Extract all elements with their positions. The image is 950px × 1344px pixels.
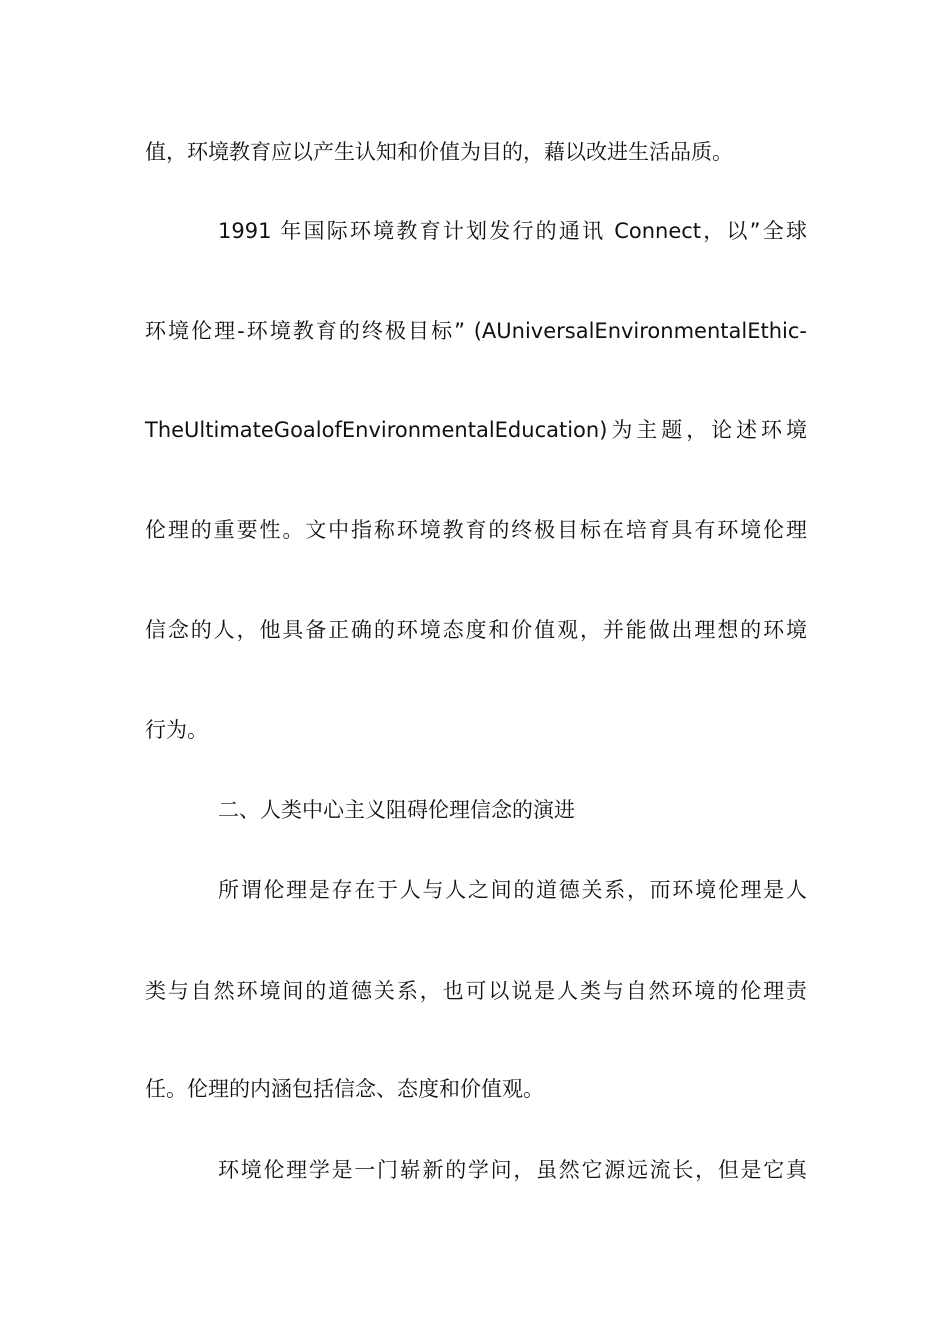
paragraph-line: 1991 年国际环境教育计划发行的通讯 Connect，以”全球 — [218, 219, 807, 243]
paragraph-line: 环境伦理学是一门崭新的学问，虽然它源远流长，但是它真 — [218, 1158, 807, 1182]
section-heading: 二、人类中心主义阻碍伦理信念的演进 — [218, 798, 575, 822]
paragraph-line: 行为。 — [145, 718, 208, 742]
paragraph-line: 类与自然环境间的道德关系，也可以说是人类与自然环境的伦理责 — [145, 979, 807, 1003]
paragraph-line: 所谓伦理是存在于人与人之间的道德关系，而环境伦理是人 — [218, 878, 807, 902]
paragraph-line: 任。伦理的内涵包括信念、态度和价值观。 — [145, 1077, 544, 1101]
paragraph-line: 信念的人，他具备正确的环境态度和价值观，并能做出理想的环境 — [145, 618, 807, 642]
paragraph-line: 值，环境教育应以产生认知和价值为目的，藉以改进生活品质。 — [145, 140, 733, 164]
paragraph-line: 伦理的重要性。文中指称环境教育的终极目标在培育具有环境伦理 — [145, 518, 807, 542]
paragraph-line: TheUltimateGoalofEnvironmentalEducation)为主题，论述环境 — [145, 418, 807, 442]
paragraph-line: 环境伦理-环境教育的终极目标” (AUniversalEnvironmentalEthic- — [145, 319, 807, 343]
